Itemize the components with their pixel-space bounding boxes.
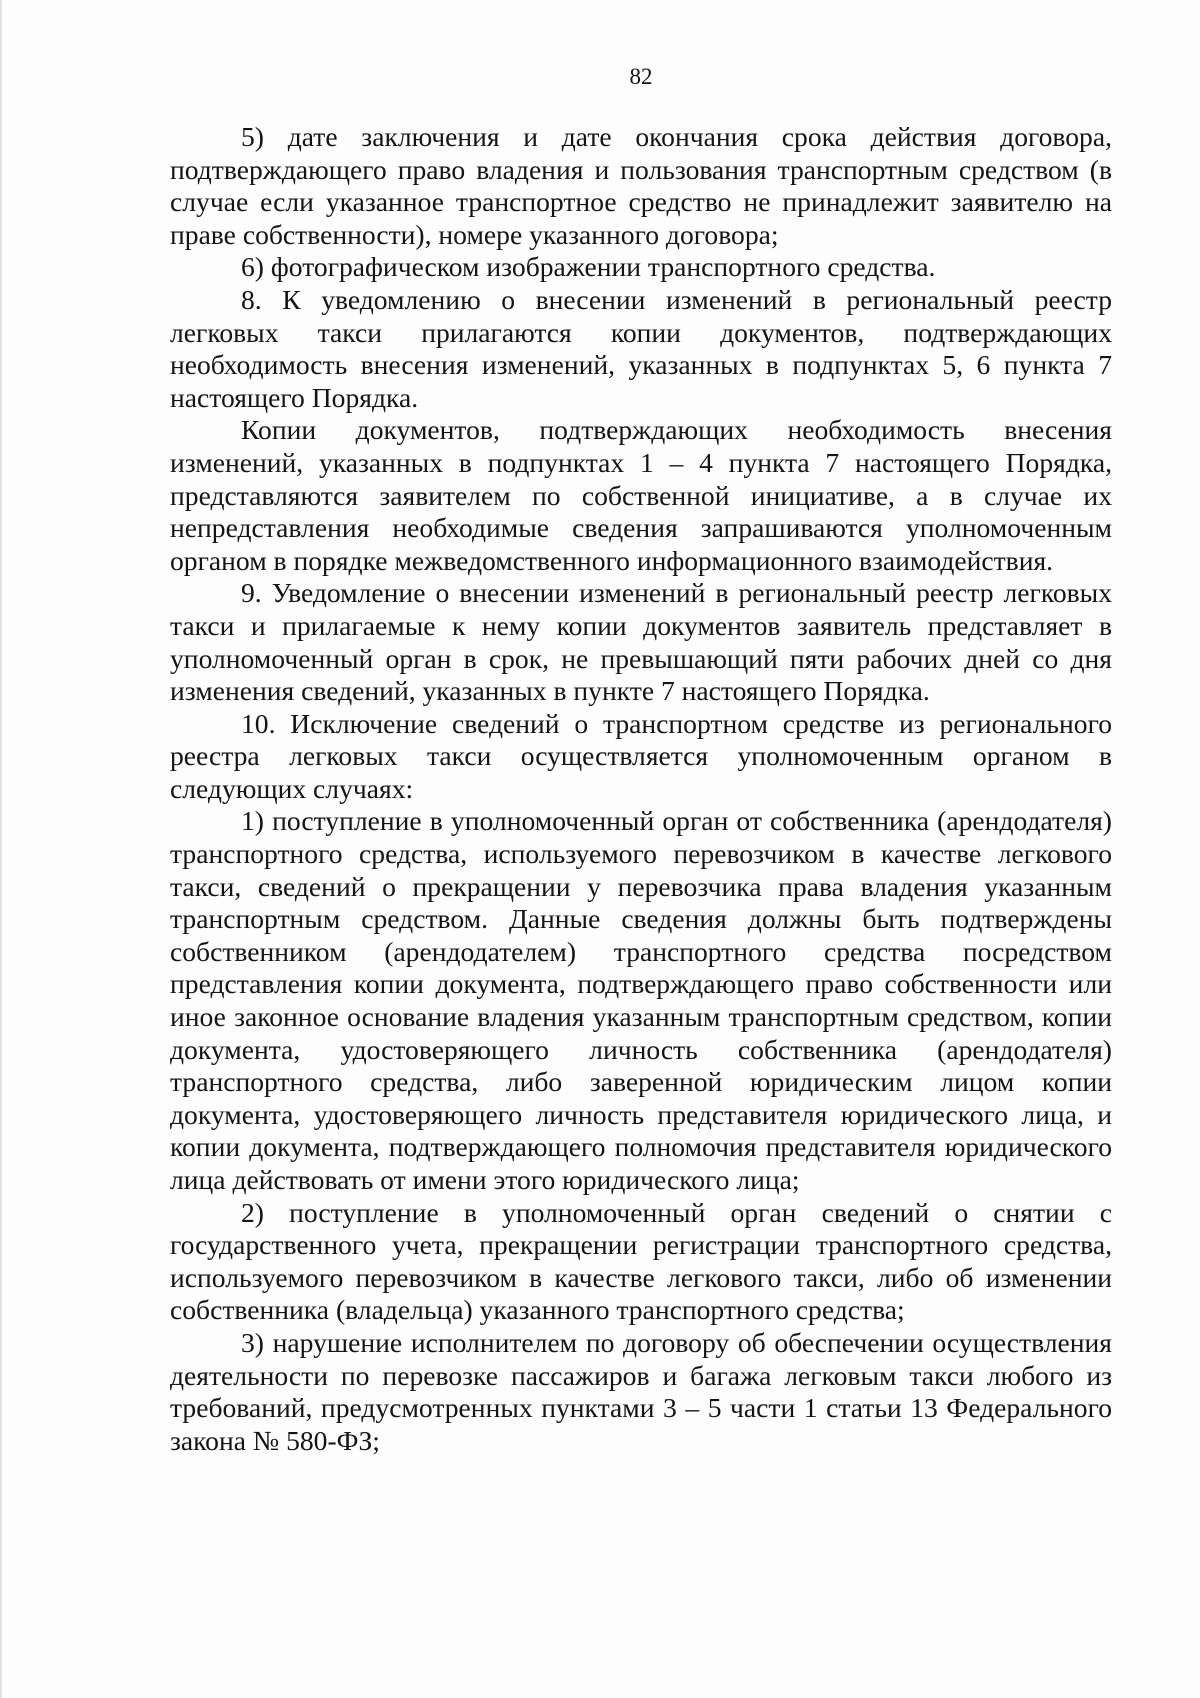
document-body — [170, 121, 1112, 1457]
paragraph-item-5: 5) дате заключения и дате окончания срока действия договора, подтверждающего право владения и пользования транспортным средством (в случае если указанное транспортное средство не принадлежит заявителю на праве собственности), номере указанного договора; — [170, 121, 1112, 250]
paragraph-clause-8: 8. К уведомлению о внесении изменений в региональный реестр легковых такси прилагаются копии документов, подтверждающих необходимость внесения изменений, указанных в подпунктах 5, 6 пункта 7 настоящего Порядка. — [170, 283, 1112, 413]
page-number: 82 — [629, 64, 653, 89]
paragraph-item-6: 6) фотографическом изображении транспортного средства. — [241, 251, 936, 283]
paragraph-case-2: 2) поступление в уполномоченный орган сведений о снятии с государственного учета, прекращении регистрации транспортного средства, используемого перевозчиком в качестве легкового такси, либо об изменении собственника (владельца) указанного транспортного средства; — [170, 1196, 1112, 1326]
paragraph-clause-10: 10. Исключение сведений о транспортном средстве из регионального реестра легковых такси осуществляется уполномоченным органом в следующих случаях: — [170, 707, 1112, 804]
paragraph-clause-9: 9. Уведомление о внесении изменений в региональный реестр легковых такси и прилагаемые к нему копии документов заявитель представляет в уполномоченный орган в срок, не превышающий пяти рабочих дней со дня изменения сведений, указанных в пункте 7 настоящего Порядка. — [170, 577, 1112, 707]
paragraph-case-3: 3) нарушение исполнителем по договору об обеспечении осуществления деятельности по перевозке пассажиров и багажа легковым такси любого из требований, предусмотренных пунктами 3 – 5 части 1 статьи 13 Федерального закона № 580-ФЗ; — [170, 1326, 1112, 1456]
scan-edge — [0, 0, 3, 1698]
paragraph-case-1: 1) поступление в уполномоченный орган от собственника (арендодателя) транспортного средства, используемого перевозчиком в качестве легкового такси, сведений о прекращении у перевозчика права владения указанным транспортным средством. Данные сведения должны быть подтверждены собственником (арендодателем) транспортного средства посредством представления копии документа, подтверждающего право собственности или иное законное основание владения указанным транспортным средством, копии документа, удостоверяющего личность собственника (арендодателя) транспортного средства, либо заверенной юридическим лицом копии документа, удостоверяющего личность представителя юридического лица, и копии документа, подтверждающего полномочия представителя юридического лица действовать от имени этого юридического лица; — [170, 805, 1112, 1195]
paragraph-copies-of-documents: Копии документов, подтверждающих необходимость внесения изменений, указанных в подпунктах 1 – 4 пункта 7 настоящего Порядка, представляются заявителем по собственной инициативе, а в случае их непредставления необходимые сведения запрашиваются уполномоченным органом в порядке межведомственного информационного взаимодействия. — [170, 414, 1112, 576]
